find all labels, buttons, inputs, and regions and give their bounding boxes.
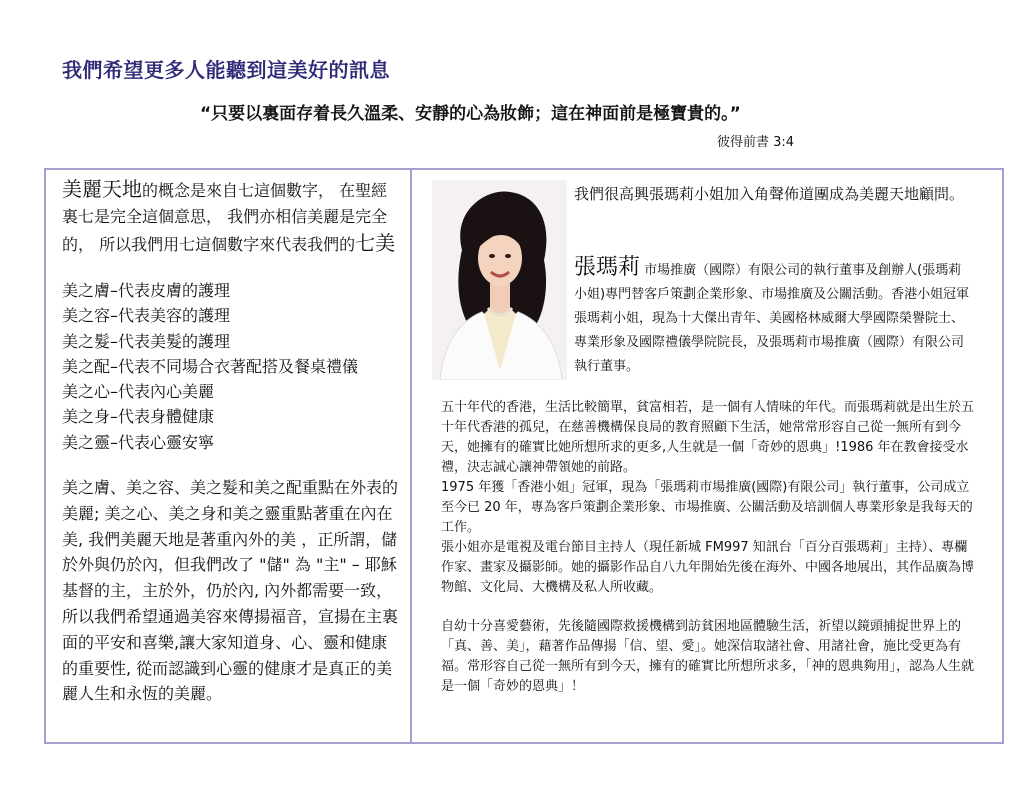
list-item: 美之膚–代表皮膚的護理: [62, 281, 231, 300]
story-paragraph: 自幼十分喜愛藝術，先後隨國際救援機構到訪貧困地區體驗生活，祈望以鏡頭捕捉世界上的「真、善、美」，藉著作品傳揚「信、望、愛」。她深信取諸社會、用諸社會，施比受更為有福。常形容自己從一無所有到今天，擁有的確實比所想所求多，「神的恩典夠用」，認為人生就是一個「奇妙的恩典」！: [441, 619, 975, 694]
story-paragraph: 1975 年獲「香港小姐」冠軍，現為「張瑪莉市場推廣(國際)有限公司」執行董事，公司成立至今已 20 年，專為客戶策劃企業形象、市場推廣、公關活動及培訓個人專業形象是我每天的工作。: [441, 480, 973, 535]
scripture-quote: “只要以裏面存着長久溫柔、安靜的心為妝飾；這在神面前是極寶貴的。”: [200, 104, 741, 124]
concept-text: 的概念是來自七這個數字， 在聖經裏七是完全這個意思， 我們亦相信美麗是完全的， 所以我們用七這個數字來代表我們的: [62, 181, 388, 254]
story-paragraph: 張小姐亦是電視及電台節目主持人（現任新城 FM997 知訊台「百分百張瑪莉」主持）、專欄作家、畫家及攝影師。她的攝影作品自八九年開始先後在海外、中國各地展出，其作品廣為博物館、文化局、大機構及私人所收藏。: [441, 540, 975, 595]
portrait-photo: [432, 180, 567, 380]
beauty-list: [62, 278, 402, 455]
seven-beauties: 七美: [355, 231, 396, 255]
portrait-illustration: [432, 180, 567, 380]
list-item: 美之髮–代表美髮的護理: [62, 331, 231, 351]
advisor-intro: 我們很高興張瑪莉小姐加入角聲佈道團成為美麗天地顧問。: [574, 185, 965, 203]
concept-intro: [62, 176, 402, 258]
bio-text: 市場推廣（國際）有限公司的執行董事及創辦人(張瑪莉小姐)專門替客戶策劃企業形象、市場推廣及公關活動。香港小姐冠軍張瑪莉小姐，現為十大傑出青年、美國格林威爾大學國際榮譽院士、專業形象及國際禮儀學院院長，及張瑪莉市場推廣（國際）有限公司執行董事。: [574, 263, 970, 374]
advisor-name: 張瑪莉: [574, 255, 641, 280]
list-item: 美之靈–代表心靈安寧: [62, 432, 215, 452]
scripture-reference: 彼得前書 3:4: [716, 135, 794, 150]
left-column: [62, 176, 402, 707]
brand-name: 美麗天地: [62, 177, 142, 201]
mission-paragraph: 美之膚、美之容、美之髮和美之配重點在外表的美麗; 美之心、美之身和美之靈重點著重在內在美, 我們美麗天地是著重內外的美 ，正所謂，儲於外與仍於內，但我們改了 "儲" 為 "主" – 耶穌基督的主，主於外，仍於內, 內外都需要一致， 所以我們希望通過美容來傳揚福音，宣揚在主裏面的平安和喜樂,讓大家知道身、心、靈和健康的重要性, 從而認識到心靈的健康才是真正的美麗人生和永恆的美麗。: [62, 478, 399, 704]
page-title: 我們希望更多人能聽到這美好的訊息: [62, 58, 390, 82]
column-divider: [410, 168, 412, 744]
advisor-story: [441, 398, 976, 697]
list-item: 美之身–代表身體健康: [62, 407, 215, 427]
advisor-bio: [574, 256, 974, 379]
list-item: 美之配–代表不同場合衣著配搭及餐桌禮儀: [62, 356, 359, 376]
list-item: 美之容–代表美容的護理: [62, 306, 231, 326]
story-paragraph: 五十年代的香港，生活比較簡單，貧富相若，是一個有人情味的年代。而張瑪莉就是出生於五十年代香港的孤兒，在慈善機構保良局的教育照顧下生活，她常常形容自己從一無所有到今天，她擁有的確實比她所想所求的更多,人生就是一個「奇妙的恩典」!1986 年在教會接受水禮，決志誠心讓神帶領她的前路。: [441, 400, 975, 475]
list-item: 美之心–代表內心美麗: [62, 382, 215, 402]
